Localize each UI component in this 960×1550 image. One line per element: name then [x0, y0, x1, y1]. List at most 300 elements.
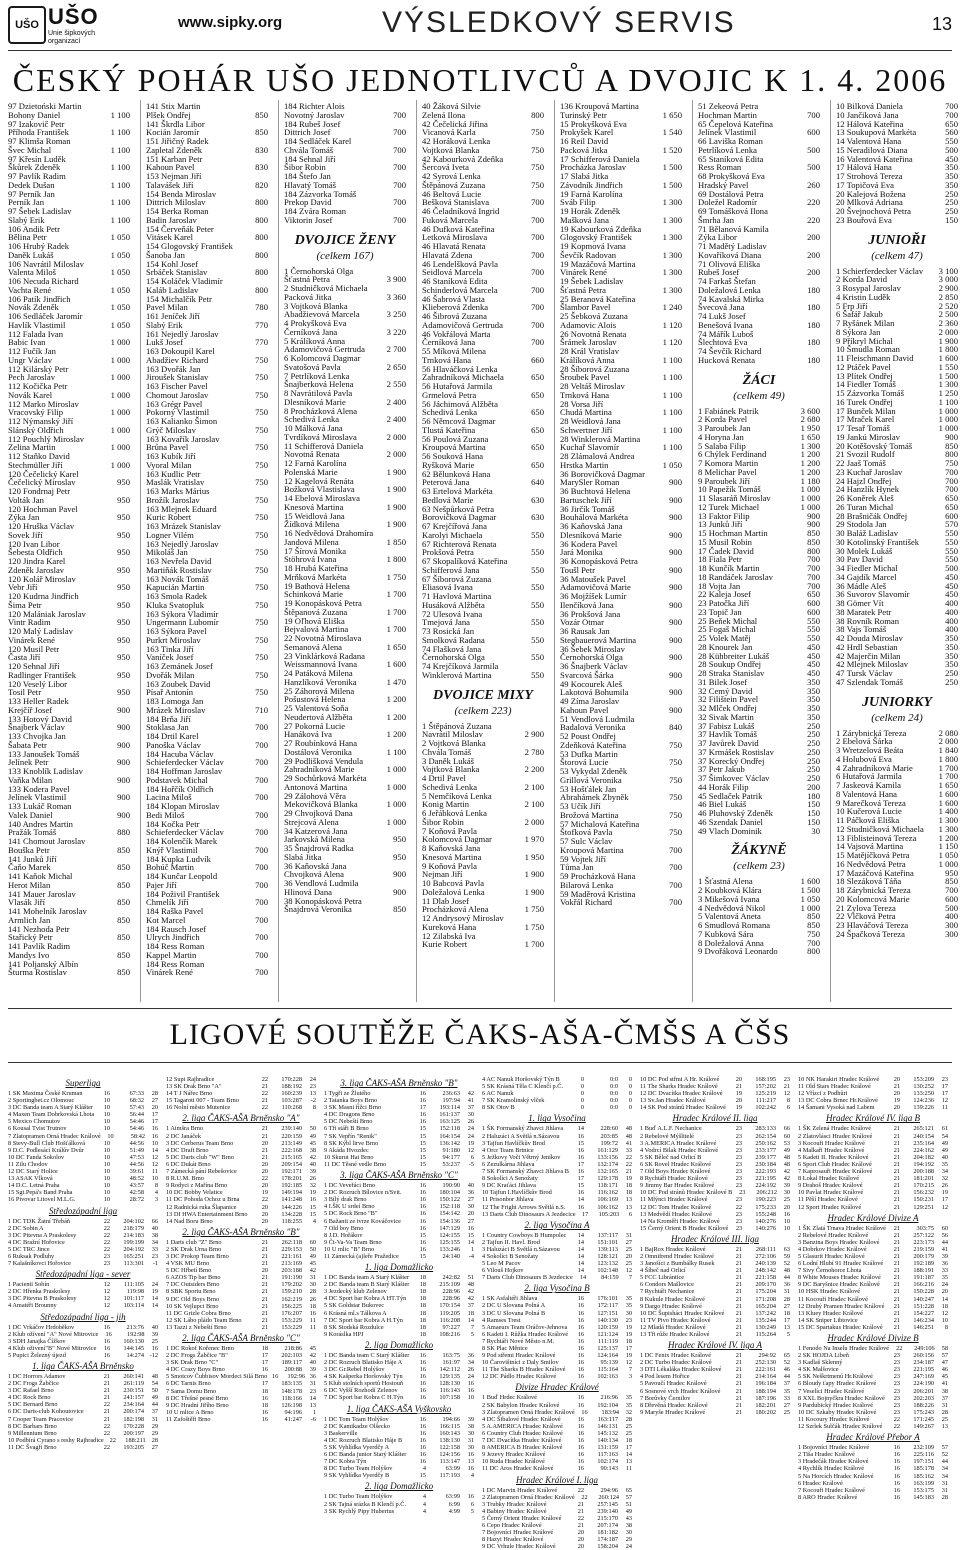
- score: 111:105: [123, 1281, 144, 1289]
- matches-played: 21: [893, 1231, 900, 1239]
- league-table-row: [166, 1303, 316, 1310]
- points-value: 700: [531, 214, 544, 225]
- matches-played: 16: [577, 1394, 584, 1402]
- team-name: 3 A.MERICA Hradec Králové: [640, 1139, 717, 1147]
- player-name: 56 Jáchimová Alžběta: [422, 398, 498, 409]
- player-name: Vitásek Karel: [146, 232, 193, 243]
- score: 232:109: [913, 1444, 934, 1452]
- player-name: Šnajdrová Veronika: [284, 904, 352, 915]
- points: 19: [625, 1330, 632, 1338]
- points: 58: [941, 1345, 948, 1352]
- matches-played: 4: [422, 1465, 426, 1473]
- player-name: 28 Winklerová Martina: [560, 433, 641, 444]
- league-table-row: [166, 1409, 316, 1416]
- league-table-row: [640, 1161, 790, 1168]
- points: 50: [309, 1245, 316, 1253]
- team-name: 12 The Fright Arrows Světlá n.S.: [482, 1203, 566, 1211]
- score: 161:137: [439, 1111, 460, 1119]
- player-name: Abadžievová Marcela: [284, 309, 360, 320]
- points: 48: [783, 1153, 790, 1161]
- player-name: 3 Rosypal Jaroslav: [836, 283, 901, 293]
- points-value: 820: [255, 179, 268, 190]
- points: 34: [467, 1359, 474, 1366]
- score: 188:192: [281, 1083, 302, 1091]
- points: 49: [941, 1146, 948, 1154]
- points-value: 700: [945, 885, 958, 895]
- points-value: 1 000: [386, 764, 406, 775]
- score: 252:130: [755, 1359, 776, 1367]
- matches-played: 16: [419, 1394, 426, 1402]
- player-name: Schinderlová Marcela: [422, 284, 498, 295]
- team-name: 3 DC Pitevna B Praskolesy: [8, 1295, 77, 1303]
- points: 48: [467, 1281, 474, 1289]
- points: 5: [786, 1331, 790, 1338]
- player-name: 42 Horáková Lenka: [422, 136, 491, 146]
- score: 159:210: [281, 1288, 302, 1296]
- player-name: 17 Hálová Hana: [836, 162, 892, 173]
- matches-played: 10: [103, 1153, 110, 1161]
- points-value: 900: [669, 599, 682, 610]
- team-name: 2 Zlatopramen Orná Hradec Králové: [482, 1493, 575, 1501]
- points-value: 450: [945, 589, 958, 600]
- points-value: 900: [669, 582, 682, 593]
- league-heading: Hradec Králové II. liga: [672, 1113, 758, 1124]
- team-name: 12 DC Starý Holice: [8, 1168, 58, 1176]
- player-name: Štěpanová Zuzana: [284, 606, 348, 617]
- team-name: 12 Radnická ruka Šlapanice: [166, 1203, 237, 1211]
- matches-played: 21: [735, 1323, 742, 1331]
- league-table-row: [8, 1324, 158, 1331]
- score: 265:121: [913, 1125, 934, 1133]
- team-name: 11 Pěší Hradec Králové: [798, 1196, 858, 1204]
- player-name: 2 Korda David: [836, 274, 888, 285]
- team-name: 11 TV Pivo Hradec Králové: [640, 1316, 711, 1324]
- league-table-row: [640, 1182, 790, 1189]
- team-name: 4 I.ŠK U srdeí Brno: [324, 1203, 375, 1211]
- score: 163:117: [597, 1415, 618, 1423]
- player-name: Nejman Jiří: [422, 869, 463, 880]
- team-name: 4 Malkaři Hradec Králové: [798, 1146, 865, 1154]
- points-value: 1 200: [800, 458, 820, 468]
- points-value: 1 050: [800, 893, 820, 904]
- player-name: Černíková Jana: [284, 326, 338, 337]
- player-name: Ilenčíková Jana: [560, 599, 614, 610]
- score: 197:94: [442, 1097, 460, 1105]
- points-value: 1 000: [110, 389, 130, 400]
- points: 16: [151, 1132, 158, 1140]
- player-name: 3 Paroubek Jan: [698, 423, 751, 433]
- score: 125:155: [439, 1238, 460, 1246]
- matches-played: 21: [893, 1288, 900, 1296]
- points-value: 180: [807, 284, 820, 295]
- points: 30: [467, 1203, 474, 1211]
- score: 160:239: [281, 1090, 302, 1098]
- player-name: 51 Vendlová Ludmila: [560, 713, 635, 724]
- ranking-column: [836, 102, 958, 1002]
- points-value: 850: [117, 897, 130, 908]
- points: 19: [467, 1139, 474, 1147]
- score: 137:242: [755, 1309, 776, 1317]
- points-value: 2 080: [938, 727, 958, 738]
- league-table-row: [798, 1232, 948, 1239]
- score: 199:199: [123, 1238, 144, 1246]
- matches-played: 21: [735, 1245, 742, 1253]
- player-name: 18 Vojta Jan: [698, 580, 741, 591]
- points: 31: [151, 1415, 158, 1423]
- points-value: 1 100: [662, 407, 682, 418]
- points: 40: [467, 1182, 474, 1190]
- team-name: 6 SK Rovel Hradec Králové: [640, 1160, 711, 1168]
- points: 48: [151, 1373, 158, 1380]
- player-name: Sovek Jiří: [8, 529, 43, 540]
- team-name: 14 T J Nářec Brno: [166, 1090, 213, 1098]
- team-name: 2 DC U Slovana Polná A: [482, 1302, 546, 1310]
- points: 30: [309, 1281, 316, 1289]
- matches-played: 16: [893, 1486, 900, 1494]
- points-value: 550: [531, 582, 544, 593]
- league-table-row: [640, 1204, 790, 1211]
- player-name: Novák Karel: [8, 389, 53, 400]
- matches-played: 16: [893, 1479, 900, 1487]
- team-name: 1 ŠK Zlatá Trnava Hradec Králové: [798, 1224, 886, 1232]
- team-name: 3 DC Gr.Rebel Holýšov: [324, 1366, 385, 1374]
- league-table-row: [640, 1246, 790, 1253]
- points: 17: [151, 1118, 158, 1126]
- matches-played: 21: [103, 1394, 110, 1402]
- league-table-row: [482, 1437, 632, 1444]
- player-name: 7 Komora Martin: [698, 458, 759, 468]
- ranking-row: [698, 356, 820, 365]
- matches-played: 16: [419, 1351, 426, 1359]
- points-value: 1 540: [662, 127, 682, 138]
- score: 248:142: [755, 1267, 776, 1275]
- matches-played: 18: [419, 1309, 426, 1317]
- score: 215:109: [439, 1281, 460, 1289]
- player-name: 6 Šafář Jakub: [836, 309, 883, 320]
- player-name: Kappel Martin: [146, 949, 197, 960]
- team-name: 6 AC Nanuk: [482, 1090, 514, 1098]
- score: 234:187: [913, 1359, 934, 1367]
- points: 35: [625, 1394, 632, 1402]
- player-name: Grýč Miloslav: [146, 424, 196, 435]
- points-value: 550: [807, 624, 820, 635]
- matches-played: 16: [893, 1444, 900, 1452]
- points: 17: [625, 1345, 632, 1352]
- team-name: 2 SK HOJDA Libeň: [798, 1352, 849, 1360]
- player-name: 53 Dufka Martin: [560, 748, 618, 759]
- player-name: Černíková Jana: [422, 337, 476, 348]
- matches-played: 21: [735, 1309, 742, 1317]
- player-name: 4 Zahradníková Marie: [836, 762, 913, 773]
- points-value: 1 000: [938, 858, 958, 869]
- points-value: 950: [393, 851, 406, 862]
- league-table-row: [482, 1302, 632, 1309]
- points: 31: [941, 1401, 948, 1409]
- score: 140:276: [755, 1224, 777, 1232]
- points-value: 900: [669, 564, 682, 575]
- site-url[interactable]: www.sipky.org: [178, 14, 283, 31]
- team-name: 10 Pavlat Hradec Králové: [798, 1189, 864, 1197]
- player-name: Tlustá Kateřina: [422, 424, 476, 435]
- points-value: 1 700: [386, 589, 406, 600]
- points-value: 1 700: [524, 939, 544, 950]
- score: 0:0: [609, 1083, 618, 1091]
- points-value: 350: [807, 685, 820, 696]
- points-value: 1 900: [524, 886, 544, 897]
- league-table-row: [798, 1402, 948, 1409]
- points: 35: [941, 1274, 948, 1282]
- score: 156:225: [281, 1302, 302, 1310]
- points-value: 750: [531, 179, 544, 190]
- matches-played: 22: [261, 1196, 268, 1204]
- points-value: 3 220: [386, 326, 406, 337]
- matches-played: 14: [577, 1267, 584, 1275]
- matches-played: 22: [261, 1090, 268, 1098]
- league-table-row: [482, 1175, 632, 1182]
- player-name: 9 Paroubek Jiří: [698, 475, 751, 486]
- matches-played: 16: [261, 1415, 268, 1423]
- player-name: Chmelík Jiří: [146, 897, 189, 908]
- league-table-row: [798, 1204, 948, 1211]
- player-name: 106 Navrátil Miloslav: [8, 258, 84, 269]
- league-heading: Středozápadní liga - sever: [35, 1269, 131, 1280]
- points: 1: [312, 1408, 316, 1416]
- player-name: 19 Farná Karolína: [560, 188, 623, 199]
- points: -1: [152, 1260, 158, 1268]
- points-value: 1 500: [662, 179, 682, 190]
- score: 262:154: [755, 1132, 776, 1140]
- matches-played: 16: [419, 1196, 426, 1204]
- points-value: 1 000: [800, 484, 820, 495]
- points-value: 700: [255, 722, 268, 733]
- points-value: 630: [531, 512, 544, 523]
- matches-played: 21: [735, 1274, 742, 1282]
- player-name: 74 Flašková Jana: [422, 643, 482, 654]
- matches-played: 18: [419, 1323, 426, 1331]
- league-table-row: [324, 1182, 474, 1189]
- matches-played: 22: [261, 1076, 268, 1083]
- ranking-row: [698, 827, 820, 836]
- matches-played: 19: [735, 1104, 742, 1112]
- score: 202:203: [913, 1394, 934, 1402]
- matches-played: 16: [419, 1451, 426, 1459]
- player-name: 112 Staňko David: [8, 451, 70, 461]
- player-name: 42 Douda Miroslav: [836, 633, 903, 643]
- score: 228:96: [442, 1295, 460, 1303]
- player-name: 12 Studničková Michaela: [836, 823, 924, 834]
- points: 17: [941, 1083, 948, 1091]
- player-name: 120 Čečelický Karel: [8, 468, 79, 479]
- matches-played: 23: [735, 1168, 742, 1176]
- points: 35: [625, 1295, 632, 1303]
- player-name: 38 Rovník Roman: [836, 615, 900, 626]
- points-value: 750: [255, 687, 268, 698]
- player-name: Šima Petr: [8, 599, 42, 610]
- league-table-row: [482, 1501, 632, 1508]
- player-name: 30 Kotolinský František: [836, 536, 920, 547]
- team-name: 1 DC Horrors Adamov: [8, 1373, 66, 1380]
- score: 200:179: [913, 1252, 934, 1260]
- points: 42: [783, 1175, 790, 1183]
- matches-played: 21: [103, 1415, 110, 1423]
- points-value: 450: [807, 659, 820, 670]
- player-name: Svatošová Pavla: [284, 361, 341, 372]
- matches-played: 21: [261, 1083, 268, 1091]
- points: 44: [783, 1274, 790, 1282]
- player-name: 36 Kaňovská Jana: [284, 860, 347, 871]
- league-table-row: [166, 1388, 316, 1395]
- player-name: 97 Perník Jan: [8, 188, 55, 199]
- league-table-row: [324, 1437, 474, 1444]
- score: 220:159: [281, 1132, 302, 1140]
- player-name: Hlavatá Zdena: [422, 249, 473, 260]
- points-value: 900: [669, 512, 682, 523]
- points-value: 1 550: [938, 361, 958, 372]
- matches-played: 23: [735, 1139, 742, 1147]
- points: 15: [309, 1210, 316, 1218]
- team-name: 3 SK Rychlý Pipy Hubertus: [324, 1507, 395, 1515]
- points-value: 1 050: [110, 302, 130, 313]
- player-name: 19 Šebek Ladislav: [560, 276, 624, 286]
- score: 124:236: [913, 1097, 934, 1105]
- team-name: 11 Zámecká (a)leře Pražedice: [324, 1252, 399, 1260]
- player-name: 59 Maděrová Kristina: [560, 888, 636, 899]
- player-name: Ungr Václav: [8, 354, 52, 365]
- matches-played: 21: [261, 1302, 268, 1310]
- matches-played: 21: [735, 1359, 742, 1367]
- league-table-row: [798, 1125, 948, 1132]
- player-name: 18 Zárybnická Tereza: [836, 885, 911, 895]
- score: 174:187: [597, 1536, 618, 1544]
- points-value: 1 000: [938, 423, 958, 433]
- league-heading: 2. liga Domažlicko: [364, 1481, 434, 1492]
- player-name: 163 Kalianko Šimon: [146, 416, 218, 426]
- matches-played: 22: [577, 1486, 584, 1494]
- team-name: 4 VSK MU Brno: [166, 1260, 210, 1268]
- points-value: 1 100: [938, 396, 958, 407]
- points-value: 900: [117, 792, 130, 803]
- points-value: 1 100: [110, 162, 130, 173]
- score: 102:148: [597, 1267, 618, 1275]
- player-name: Kureková Hana: [422, 921, 477, 932]
- team-name: 6 DC Dukát Brno: [166, 1160, 211, 1168]
- player-name: Herot Milan: [8, 879, 51, 890]
- team-name: 4 Klub oživení"B" Nové Mitrovice: [8, 1344, 97, 1352]
- matches-played: 16: [419, 1359, 426, 1366]
- league-table-row: [482, 1182, 632, 1189]
- matches-played: 20: [735, 1097, 742, 1105]
- player-name: 133 Kodera Pavel: [8, 783, 70, 794]
- points: 8: [944, 1323, 948, 1331]
- player-name: Černohorská Olga: [560, 652, 623, 663]
- team-name: 8 Kukule Hradec Králové: [640, 1295, 705, 1303]
- points-value: 800: [807, 545, 820, 556]
- team-name: 8 ARO Hradec Králové: [798, 1493, 858, 1501]
- player-name: 30 Molek Lukáš: [836, 545, 893, 556]
- matches-played: 19: [261, 1189, 268, 1197]
- points-value: 700: [531, 232, 544, 243]
- league-table-row: [640, 1076, 790, 1083]
- points-value: 550: [531, 634, 544, 645]
- points: 3: [628, 1373, 632, 1381]
- score: 224:162: [913, 1146, 934, 1154]
- points: 26: [309, 1175, 316, 1183]
- points: 18: [625, 1437, 632, 1445]
- matches-played: 14: [579, 1274, 587, 1282]
- league-table-row: [8, 1352, 158, 1359]
- points-value: 450: [807, 641, 820, 652]
- team-name: 7 Zámecká pání Rebešovice: [166, 1168, 237, 1176]
- player-name: Zahradníková Marie: [284, 764, 355, 775]
- points-value: 850: [117, 949, 130, 960]
- column-separator: [140, 100, 141, 1002]
- points-value: 2 360: [938, 318, 958, 328]
- points-value: 1 200: [386, 729, 406, 740]
- player-name: 37 Korecký Ondřej: [698, 755, 765, 766]
- player-name: 163 Sýkora Pavel: [146, 626, 207, 636]
- points-value: 200: [807, 249, 820, 260]
- league-table-row: [324, 1373, 474, 1380]
- player-name: 17 Slabá Jitka: [560, 171, 609, 181]
- league-table-row: [8, 1331, 158, 1338]
- score: 110:268: [281, 1104, 302, 1112]
- score: 249:106: [914, 1345, 935, 1352]
- logo-name: UŠO: [48, 4, 99, 29]
- league-table-row: [482, 1409, 632, 1416]
- score: 151:228: [913, 1302, 934, 1310]
- player-name: 53 Vykydal Zdeněk: [560, 766, 628, 776]
- matches-played: 16: [893, 1458, 900, 1466]
- points-value: 700: [669, 897, 682, 908]
- points: 38: [467, 1422, 474, 1430]
- league-table-row: [324, 1416, 474, 1423]
- team-name: 3 DC U Slovana Polná B: [482, 1309, 546, 1317]
- matches-played: 17: [577, 1160, 584, 1168]
- team-name: 1 Bojovníci Hradec Králové: [798, 1444, 870, 1452]
- team-name: 4 Amatéři Brounny: [8, 1302, 57, 1310]
- points: 25: [151, 1337, 158, 1345]
- team-name: 3 DC Rafael Brno: [8, 1387, 54, 1395]
- player-name: 42 Mlejnek Miloslav: [836, 659, 909, 670]
- player-name: 5 Valentová Aneta: [698, 911, 761, 922]
- player-name: 2 Koubková Klára: [698, 885, 762, 895]
- points-value: 1 300: [662, 284, 682, 295]
- score: 229:153: [281, 1245, 302, 1253]
- player-name: 17 Topičová Eva: [836, 179, 894, 190]
- league-table-row: [482, 1239, 632, 1246]
- team-name: 12 DC Tom Hradec Králové: [640, 1203, 712, 1211]
- player-name: 15 Weidlová Jana: [284, 510, 345, 521]
- points: 21: [783, 1083, 790, 1091]
- league-table-row: [324, 1147, 474, 1154]
- points-value: 2 780: [524, 746, 544, 757]
- player-name: 45 Sedlaček Patrik: [698, 790, 763, 801]
- league-table-row: [482, 1161, 632, 1168]
- team-name: 5 SK Běleč nad Orlicí B: [640, 1153, 702, 1161]
- player-name: 46 Pluhovský Zdeněk: [698, 808, 773, 818]
- team-name: 7 Veselíci Hradec Králové: [798, 1387, 865, 1395]
- team-name: 3 SDH Janajka Čížkov: [8, 1337, 66, 1345]
- player-name: 1 Zárybnická Tereza: [836, 727, 907, 738]
- points: -4: [468, 1252, 474, 1260]
- player-name: 184 Richter Alois: [284, 101, 345, 111]
- points-value: 700: [531, 319, 544, 330]
- matches-played: 20: [261, 1267, 268, 1275]
- matches-played: 21: [735, 1331, 742, 1338]
- points: 14: [151, 1146, 158, 1154]
- points-value: 1 300: [800, 440, 820, 451]
- team-name: 5 DC Hřbetí Brno: [166, 1267, 212, 1275]
